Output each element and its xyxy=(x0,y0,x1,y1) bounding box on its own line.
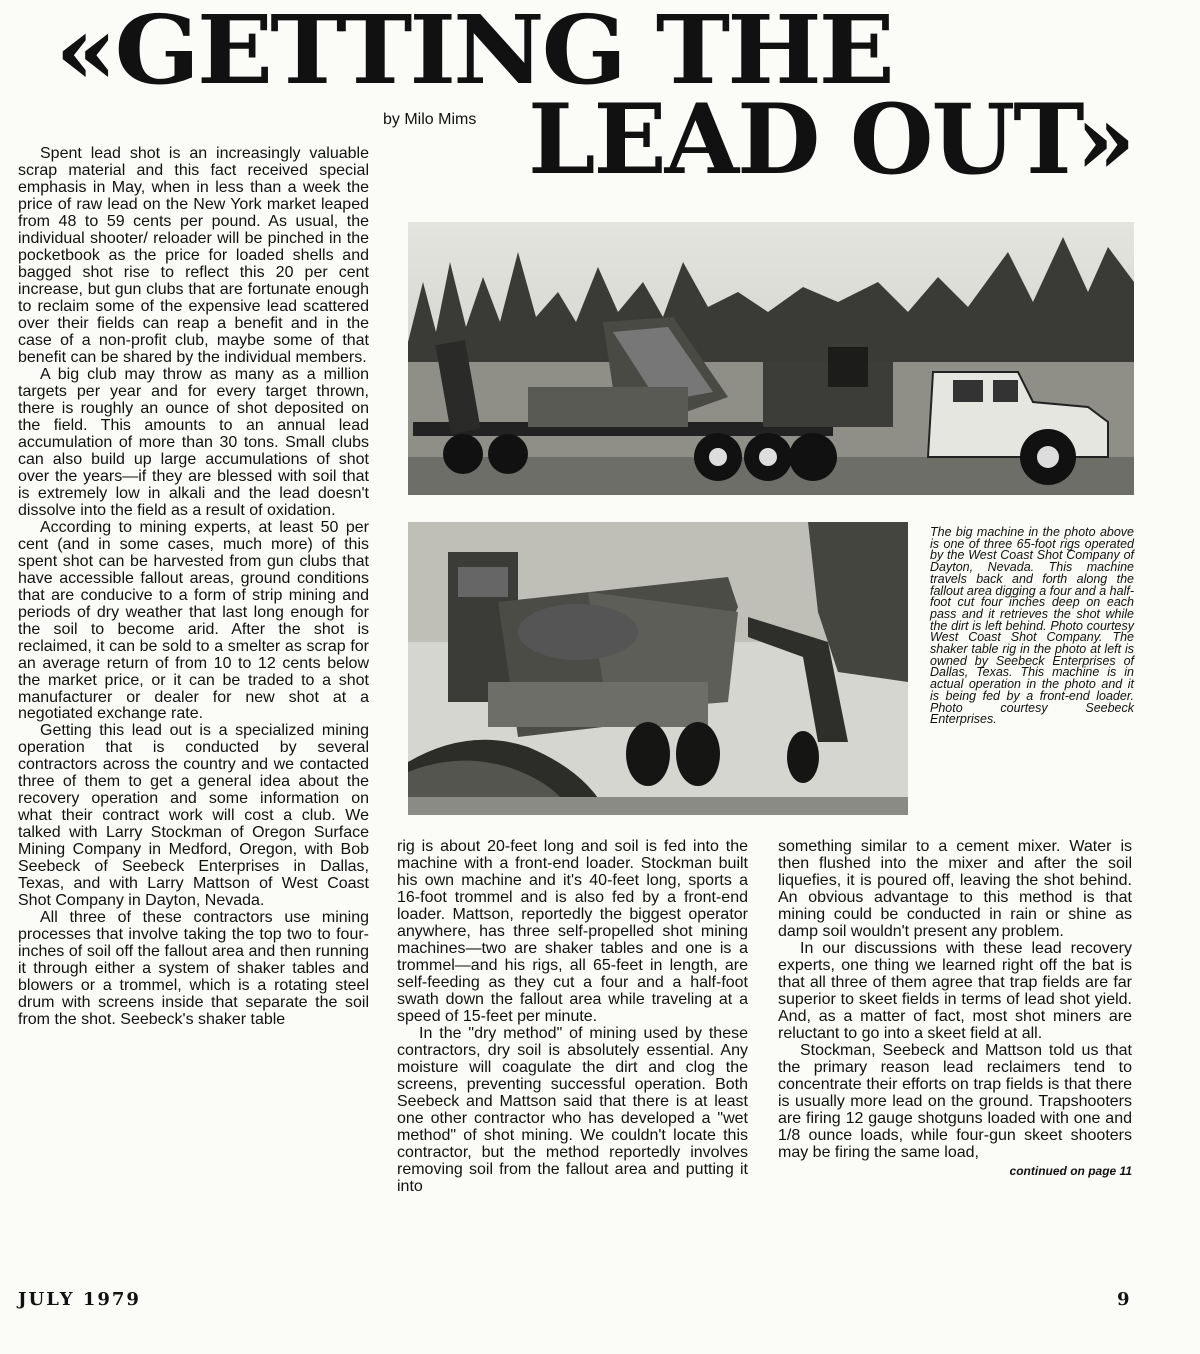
paragraph: Spent lead shot is an increasingly valuable scrap material and this fact received special emphasis in May, when in less than a week the price of raw lead on the New York market leaped from 48 to 59 cents per pound. As usual, the individual shooter/ reloader will be pinched in the pocketbook as the price for loaded shells and bagged shot rise to reflect this 20 per cent increase, but gun clubs that are fortunate enough to reclaim some of the expensive lead scattered over their fields can reap a benefit and in the case of a non-profit club, maybe some of that benefit can be shared by the individual members. xyxy=(18,145,369,366)
article-column-3 xyxy=(778,838,1132,1180)
headline-line-2: LEAD OUT» xyxy=(528,83,1134,196)
paragraph: In the "dry method" of mining used by these contractors, dry soil is absolutely essential. Any moisture will coagulate the dirt and clog the screens, preventing successful operation. Both Seebeck and Mattson said that there is at least one other contractor who has developed a "wet method" of shot mining. We couldn't locate this contractor, but the method reportedly involves removing soil from the fallout area and putting it into xyxy=(397,1024,748,1195)
article-column-2 xyxy=(397,838,748,1195)
paragraph: In our discussions with these lead recovery experts, one thing we learned right off the bat is that all three of them agree that trap fields are far superior to skeet fields in terms of lead shot yield. And, as a matter of fact, most shot miners are reluctant to go into a skeet field at all. xyxy=(778,939,1132,1042)
photo-truck-rig xyxy=(408,222,1134,495)
photo-caption: The big machine in the photo above is one of three 65-foot rigs operated by the West Coast Shot Company of Dayton, Nevada. This machine travels back and forth along the fallout area digging a four and a half-foot cut four inches deep on each pass and it retrieves the shot while the dirt is left behind. Photo courtesy West Coast Shot Company. The shaker table rig in the photo at left is owned by Seebeck Enterprises of Dallas, Texas. This machine is in actual operation in the photo and it is being fed by a front-end loader. Photo courtesy Seebeck Enterprises. xyxy=(930,525,1134,727)
page-number: 9 xyxy=(1117,1289,1130,1310)
paragraph: According to mining experts, at least 50 per cent (and in some cases, much more) of this spent shot can be harvested from gun clubs that have accessible fallout areas, ground conditions that are conducive to a form of strip mining and periods of dry weather that last long enough for the soil to become arid. After the shot is reclaimed, it can be sold to a smelter as scrap for an average return of from 10 to 12 cents below the market price, or it can be traded to a shot manufacturer or dealer for new shot at a negotiated exchange rate. xyxy=(18,518,369,723)
paragraph: A big club may throw as many as a million targets per year and for every target thrown, there is roughly an ounce of shot deposited on the field. This amounts to an annual lead accumulation of more than 30 tons. Small clubs can also build up large accumulations of shot over the years—if they are blessed with soil that is extremely low in alkali and the lead doesn't dissolve into the field as a result of oxidation. xyxy=(18,365,369,519)
issue-date: JULY 1979 xyxy=(18,1289,141,1310)
paragraph: All three of these contractors use mining processes that involve taking the top two to four-inches of soil off the fallout area and then running it through either a system of shaker tables and blowers or a trommel, which is a rotating steel drum with screens inside that separate the soil from the shot. Seebeck's shaker table xyxy=(18,909,369,1029)
headline-line-1: «GETTING THE xyxy=(55,0,892,106)
photo-shaker-table-rig xyxy=(408,522,908,815)
shaker-table-illustration xyxy=(408,522,908,815)
continued-note: continued on page 11 xyxy=(1009,1163,1132,1178)
byline: by Milo Mims xyxy=(383,111,477,128)
paragraph: Stockman, Seebeck and Mattson told us that the primary reason lead reclaimers tend to concentrate their efforts on trap fields is that there is usually more lead on the ground. Trapshooters are firing 12 gauge shotguns loaded with one and 1/8 ounce loads, while four-gun skeet shooters may be firing the same load, xyxy=(778,1041,1132,1161)
article-column-1 xyxy=(18,145,369,1028)
paragraph: Getting this lead out is a specialized mining operation that is conducted by several contractors across the country and we contacted three of them to get a general idea about the recovery operation and some information on what their contract work will cost a club. We talked with Larry Stockman of Oregon Surface Mining Company in Medford, Oregon, with Bob Seebeck of Seebeck Enterprises in Dallas, Texas, and with Larry Mattson of West Coast Shot Company in Dayton, Nevada. xyxy=(18,722,369,910)
paragraph: something similar to a cement mixer. Water is then flushed into the mixer and after the soil liquefies, it is poured off, leaving the shot behind. An obvious advantage to this method is that mining could be conducted in rain or shine as damp soil wouldn't present any problem. xyxy=(778,838,1132,940)
truck-rig-illustration xyxy=(408,222,1134,495)
paragraph: rig is about 20-feet long and soil is fed into the machine with a front-end loader. Stockman built his own machine and it's 40-feet long, sports a 16-foot trommel and is also fed by a front-end loader. Mattson, reportedly the biggest operator anywhere, has three self-propelled shot mining machines—two are shaker tables and one is a trommel—and his rigs, all 65-feet in length, are self-feeding as they cut a four and a half-foot swath down the fallout area while traveling at a speed of 15-feet per minute. xyxy=(397,838,748,1025)
